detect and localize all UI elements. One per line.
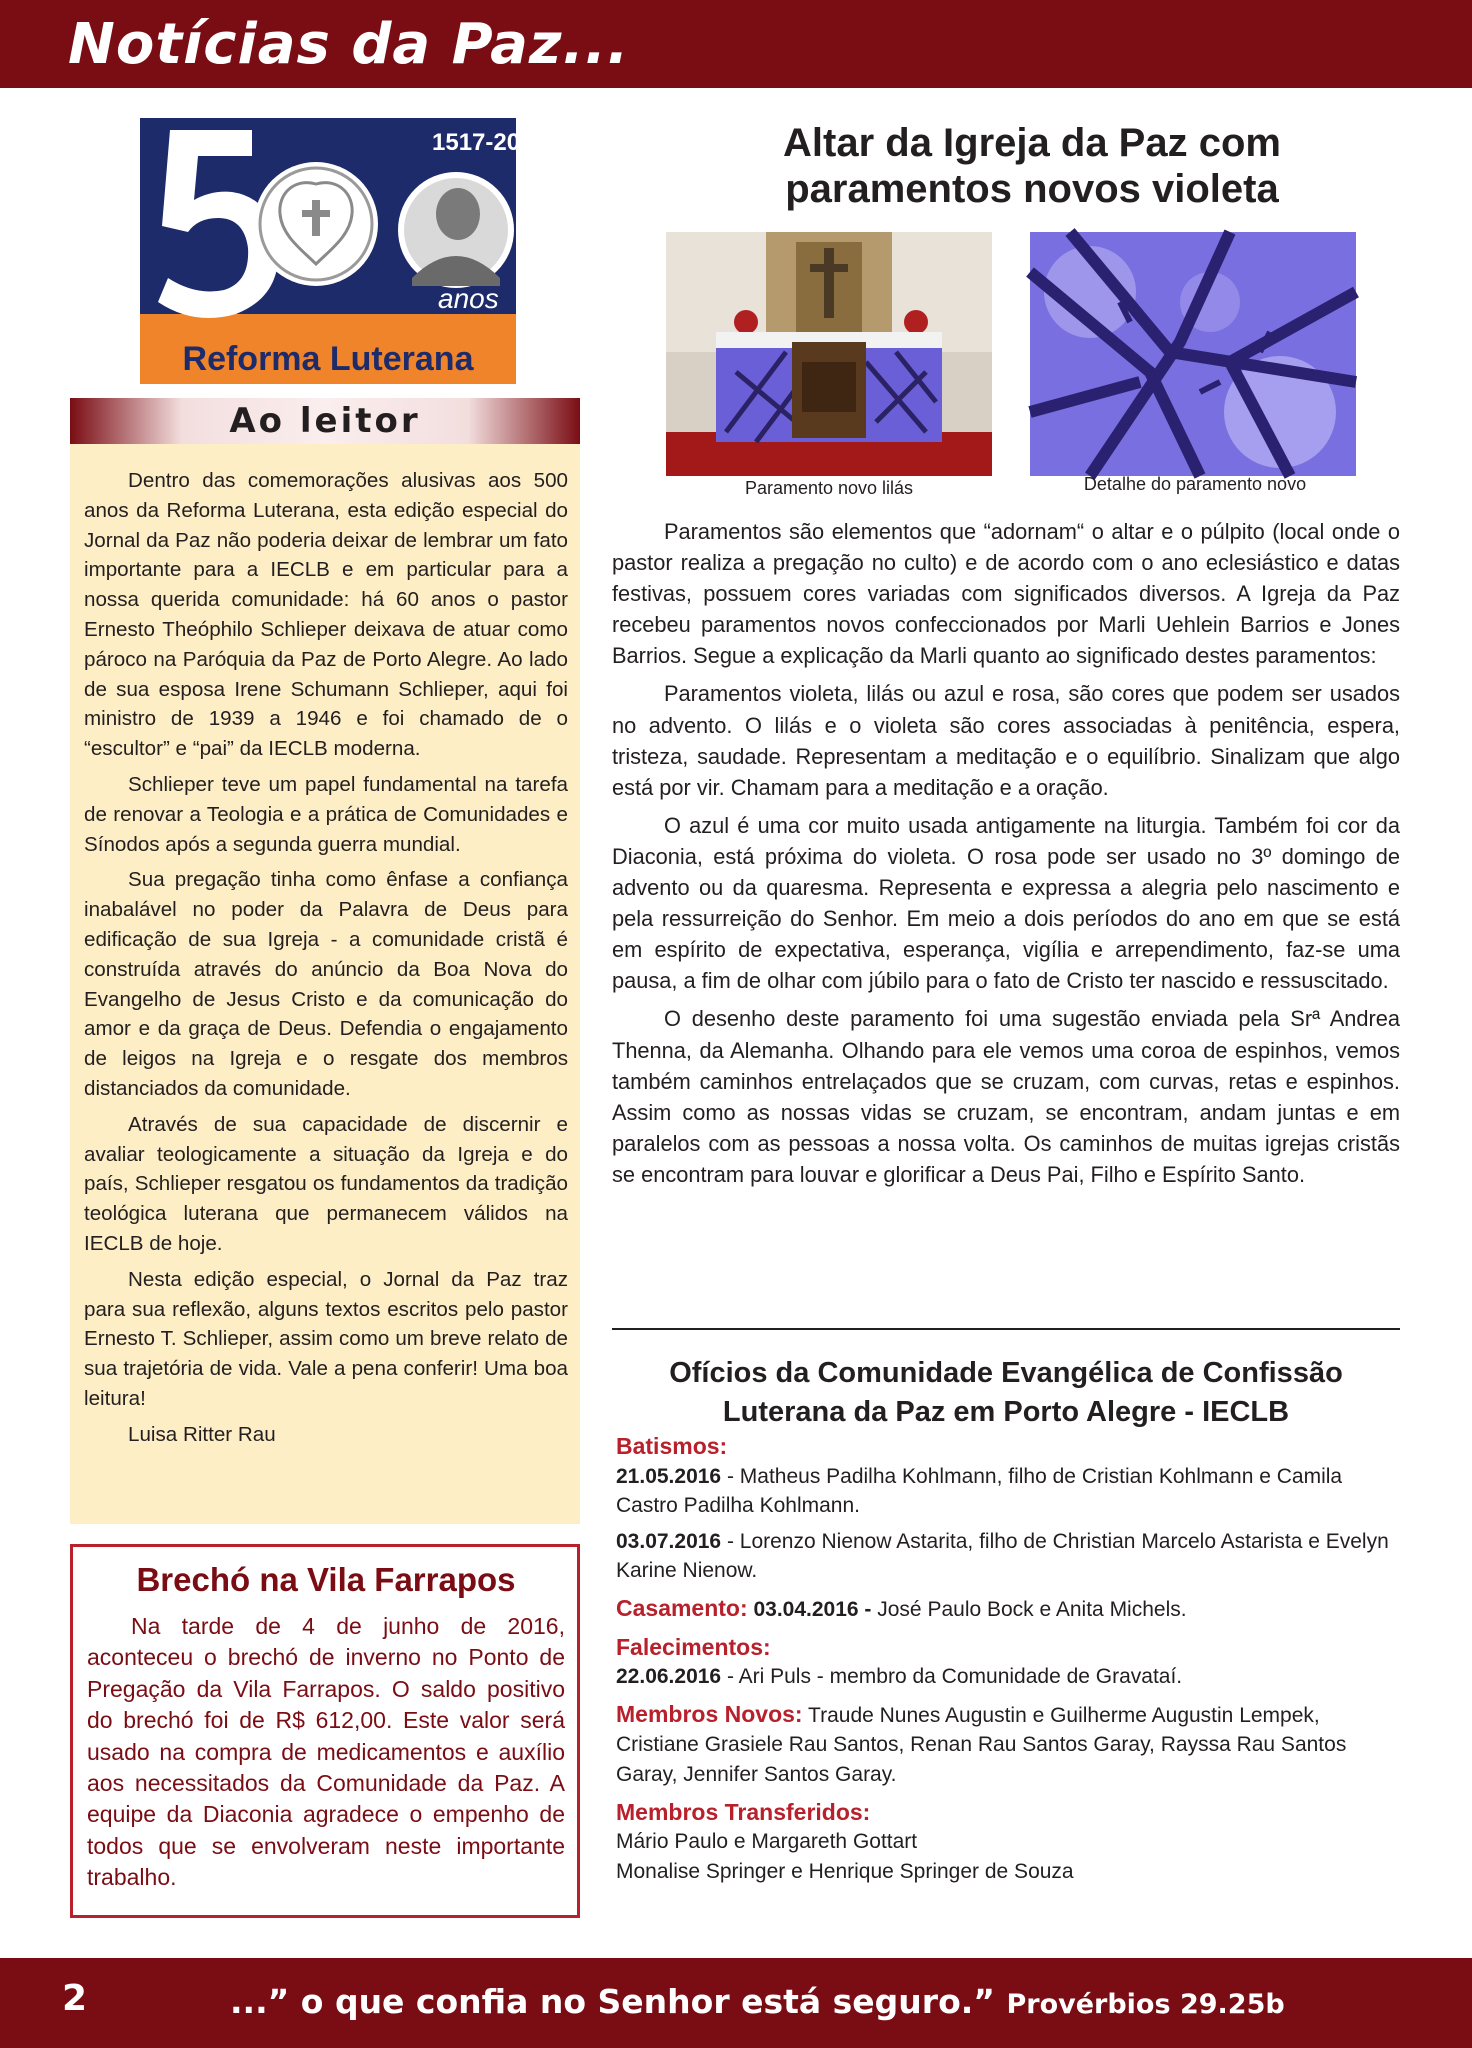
- altar-paragraph-1: Paramentos são elementos que “adornam“ o altar e o púlpito (local onde o pastor realiza a pregação no culto) e de acordo com o ano eclesiástico e datas festivas, possuem cores variadas com significados diversos. A Igreja da Paz recebeu paramentos novos confeccionados por Marli Uehlein Barrios e Jones Barrios. Segue a explicação da Marli quanto ao significado destes paramentos:: [612, 519, 1400, 669]
- footer-quote: [230, 1982, 1285, 2021]
- altar-title: [612, 120, 1452, 212]
- header-bar: [0, 0, 1472, 88]
- logo-years: 1517-2017: [432, 129, 547, 156]
- oficios-title-line-2: Luterana da Paz em Porto Alegre - IECLB: [722, 1396, 1290, 1428]
- membros-novos-section: [616, 1700, 1400, 1790]
- batismo-entry: [616, 1462, 1400, 1521]
- membros-transferidos-label: Membros Transferidos:: [616, 1798, 871, 1825]
- oficios-title: [612, 1354, 1400, 1432]
- casamento-date: 03.04.2016 -: [747, 1597, 872, 1621]
- paramento-detail-photo: [1030, 232, 1356, 476]
- leitor-paragraph-1: Dentro das comemorações alusivas aos 500 anos da Reforma Luterana, esta edição especial do Jornal da Paz não poderia deixar de lembrar um fato importante para a IECLB e em particular para a nossa querida comunidade: há 60 anos o pastor Ernesto Theóphilo Schlieper deixava de atuar como pároco na Paróquia da Paz de Porto Alegre. Ao lado de sua esposa Irene Schumann Schlieper, aqui foi ministro de 1939 a 1946 e foi chamado de o “escultor” e “pai” da IECLB moderna.: [84, 469, 568, 761]
- membros-novos-text: Traude Nunes Augustin e Guilherme Augustin Lempek, Cristiane Grasiele Rau Santos, Renan Rau Santos Garay, Rayssa Rau Santos Garay, Jennifer Santos Garay.: [616, 1703, 1347, 1786]
- reforma-500-logo: [140, 118, 547, 384]
- casamento-label: Casamento:: [616, 1594, 748, 1621]
- leitor-paragraph-4: Através de sua capacidade de discernir e avaliar teologicamente a situação da Igreja e do país, Schlieper resgatou os fundamentos da tradição teológica luterana que permanecem válidos na IECLB de hoje.: [84, 1112, 568, 1255]
- ao-leitor-heading: Ao leitor: [229, 401, 421, 441]
- ao-leitor-heading-bar: [70, 398, 580, 444]
- ao-leitor-box: [70, 444, 580, 1524]
- brecho-title: Brechó na Vila Farrapos: [136, 1561, 516, 1598]
- leitor-paragraph-3: Sua pregação tinha como ênfase a confiança inabalável no poder da Palavra de Deus para edificação de sua Igreja - a comunidade cristã é construída através do anúncio da Boa Nova do Evangelho de Jesus Cristo e da comunicação do amor e da graça de Deus. Defendia o engajamento de leigos na Igreja e o resgate dos membros distanciados da comunidade.: [84, 868, 568, 1100]
- falecimentos-label: Falecimentos:: [616, 1633, 771, 1660]
- batismo-date: 21.05.2016: [616, 1464, 722, 1488]
- footer-quote-text: ...” o que confia no Senhor está seguro.”: [230, 1982, 995, 2021]
- falecimento-text: - Ari Puls - membro da Comunidade de Gravataí.: [721, 1665, 1183, 1689]
- batismo-text: - Matheus Padilha Kohlmann, filho de Cristian Kohlmann e Camila Castro Padilha Kohlmann.: [616, 1464, 1343, 1518]
- altar-paragraph-4: O desenho deste paramento foi uma sugestão enviada pela Srª Andrea Thenna, da Alemanha. Olhando para ele vemos uma coroa de espinhos, vemos também caminhos entrelaçados que se cruzam, com curvas, retas e espinhos. Assim como as nossas vidas se cruzam, se encontram, andam juntas e em paralelos com as pessoas a nossa volta. Os caminhos de muitas igrejas cristãs se encontram para louvar e glorificar a Deus Pai, Filho e Espírito Santo.: [612, 1006, 1400, 1187]
- altar-paragraph-2: Paramentos violeta, lilás ou azul e rosa, são cores que podem ser usados no advento. O lilás e o violeta são cores associadas à penitência, espera, tristeza, saudade. Representam a meditação e o equilíbrio. Sinalizam que algo está por vir. Chamam para a meditação e a oração.: [612, 681, 1400, 800]
- page-title: Notícias da Paz...: [68, 12, 630, 77]
- leitor-signature: Luisa Ritter Rau: [128, 1422, 276, 1446]
- page-number: 2: [62, 1978, 88, 2019]
- section-divider: [612, 1328, 1400, 1330]
- altar-title-line-2: paramentos novos violeta: [785, 167, 1279, 211]
- falecimentos-section: [616, 1633, 1400, 1692]
- logo-anos: anos: [438, 283, 499, 314]
- casamento-text: José Paulo Bock e Anita Michels.: [871, 1597, 1187, 1621]
- batismo-entry: [616, 1527, 1400, 1586]
- altar-title-line-1: Altar da Igreja da Paz com: [783, 121, 1281, 165]
- footer-bar: [0, 1958, 1472, 2048]
- casamento-section: [616, 1594, 1400, 1625]
- altar-article-body: [612, 516, 1400, 1197]
- batismo-date: 03.07.2016: [616, 1529, 722, 1553]
- membros-novos-label: Membros Novos:: [616, 1700, 803, 1727]
- transferido-entry: Mário Paulo e Margareth Gottart: [616, 1830, 918, 1854]
- batismo-text: - Lorenzo Nienow Astarita, filho de Christian Marcelo Astarista e Evelyn Karine Nienow.: [616, 1529, 1389, 1583]
- batismos-section: [616, 1432, 1400, 1586]
- paramento-detail-caption: Detalhe do paramento novo: [1083, 474, 1307, 494]
- altar-paragraph-3: O azul é uma cor muito usada antigamente na liturgia. Também foi cor da Diaconia, está próxima do violeta. O rosa pode ser usado no 3º domingo de advento ou da quaresma. Representa e expressa a alegria pelo nascimento e pela ressurreição do Senhor. Em meio a dois períodos do ano em que se está em espírito de expectativa, esperança, vigília e arrependimento, faz-se uma pausa, a fim de olhar com júbilo para o fato de Cristo ter nascido e ressuscitado.: [612, 812, 1400, 994]
- batismos-label: Batismos:: [616, 1433, 728, 1459]
- falecimento-entry: [616, 1662, 1400, 1692]
- falecimento-date: 22.06.2016: [616, 1665, 722, 1689]
- altar-photo-caption: Paramento novo lilás: [744, 478, 914, 498]
- oficios-list: [616, 1432, 1400, 1894]
- footer-reference: Provérbios 29.25b: [1006, 1989, 1285, 2020]
- logo-caption: Reforma Luterana: [182, 340, 474, 378]
- transferido-entry: Monalise Springer e Henrique Springer de Souza: [616, 1859, 1074, 1883]
- leitor-paragraph-5: Nesta edição especial, o Jornal da Paz traz para sua reflexão, alguns textos escritos pelo pastor Ernesto T. Schlieper, assim como um breve relato de sua trajetória de vida. Vale a pena conferir! Uma boa leitura!: [84, 1267, 568, 1410]
- altar-photo: [666, 232, 992, 476]
- brecho-box: [70, 1544, 580, 1918]
- brecho-text: Na tarde de 4 de junho de 2016, aconteceu o brechó de inverno no Ponto de Pregação da Vila Farrapos. O saldo positivo do brechó foi de R$ 612,00. Este valor será usado na compra de medicamentos e auxílio aos necessitados da Comunidade da Paz. A equipe da Diaconia agradece o empenho de todos que se envolveram neste importante trabalho.: [87, 1613, 565, 1891]
- membros-transferidos-section: [616, 1798, 1400, 1887]
- oficios-title-line-1: Ofícios da Comunidade Evangélica de Confissão: [669, 1357, 1343, 1389]
- leitor-paragraph-2: Schlieper teve um papel fundamental na tarefa de renovar a Teologia e a prática de Comunidades e Sínodos após a segunda guerra mundial.: [84, 772, 568, 856]
